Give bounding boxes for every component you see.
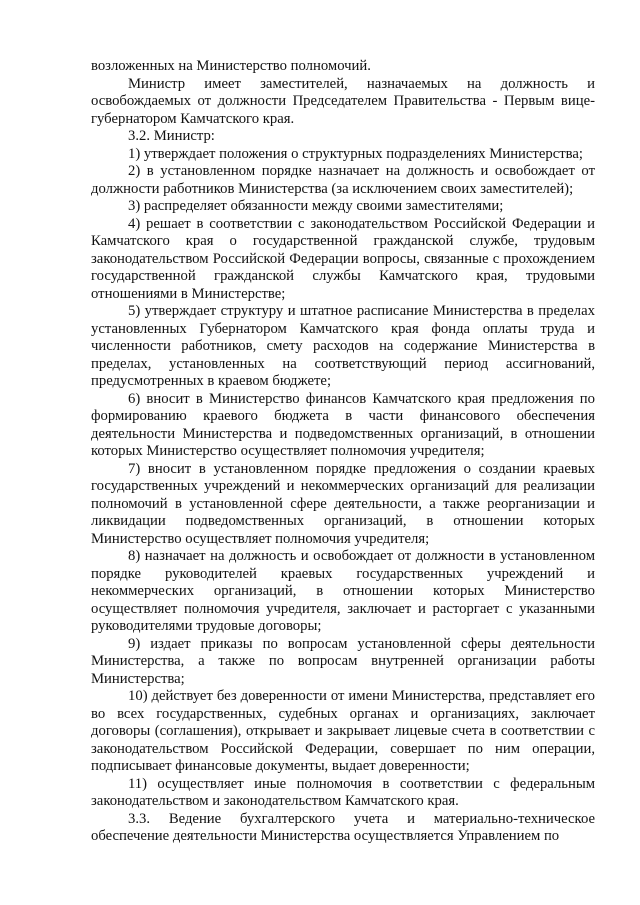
list-item-8: 8) назначает на должность и освобождает от должности в установленном порядке руководителей краевых государственных учреждений и некоммерческих организаций, в отношении которых Министерство осуществляет полномочия учредителя, заключает и расторгает с указанными руководителями трудовые договоры;: [91, 548, 595, 634]
section-paragraph-3-3: 3.3. Ведение бухгалтерского учета и материально-техническое обеспечение деятельности Министерства осуществляется Управлением по: [91, 810, 595, 844]
list-item-3: 3) распределяет обязанности между своими заместителями;: [128, 198, 504, 214]
document-body: [91, 58, 595, 846]
paragraph-continuation: возложенных на Министерство полномочий.: [91, 58, 371, 74]
list-item-2: 2) в установленном порядке назначает на должность и освобождает от должности работников Министерства (за исключением своих заместителей);: [91, 163, 595, 197]
list-item-4: 4) решает в соответствии с законодательством Российской Федерации и Камчатского края о государственной гражданской службе, трудовым законодательством Российской Федерации вопросы, связанные с прохождением государственной гражданской службы Камчатского края, трудовыми отношениями в Министерстве;: [91, 215, 595, 302]
list-item-1: 1) утверждает положения о структурных подразделениях Министерства;: [128, 145, 583, 162]
paragraph-deputies: Министр имеет заместителей, назначаемых на должность и освобождаемых от должности Председателем Правительства - Первым вице-губернатором Камчатского края.: [91, 75, 595, 127]
list-item-11: 11) осуществляет иные полномочия в соответствии с федеральным законодательством и законодательством Камчатского края.: [91, 775, 595, 809]
list-item-6: 6) вносит в Министерство финансов Камчатского края предложения по формированию краевого бюджета в части финансового обеспечения деятельности Министерства и подведомственных организаций, в отношении которых Министерство осуществляет полномочия учредителя;: [91, 390, 595, 459]
list-item-9: 9) издает приказы по вопросам установленной сферы деятельности Министерства, а также по вопросам внутренней организации работы Министерства;: [91, 635, 595, 687]
list-item-5: 5) утверждает структуру и штатное расписание Министерства в пределах установленных Губернатором Камчатского края фонда оплаты труда и численности работников, смету расходов на содержание Министерства в пределах, установленных на соответствующий период ассигнований, предусмотренных в краевом бюджете;: [91, 303, 595, 389]
list-item-7: 7) вносит в установленном порядке предложения о создании краевых государственных учреждений и некоммерческих организаций для реализации полномочий в установленной сфере деятельности, а также реорганизации и ликвидации подведомственных организаций, в отношении которых Министерство осуществляет полномочия учредителя;: [91, 460, 595, 547]
section-heading-3-2: 3.2. Министр:: [128, 128, 215, 144]
list-item-10: 10) действует без доверенности от имени Министерства, представляет его во всех государственных, судебных органах и организациях, заключает договоры (соглашения), открывает и закрывает лицевые счета в соответствии с законодательством Российской Федерации, совершает по ним операции, подписывает финансовые документы, выдает доверенности;: [91, 688, 595, 774]
